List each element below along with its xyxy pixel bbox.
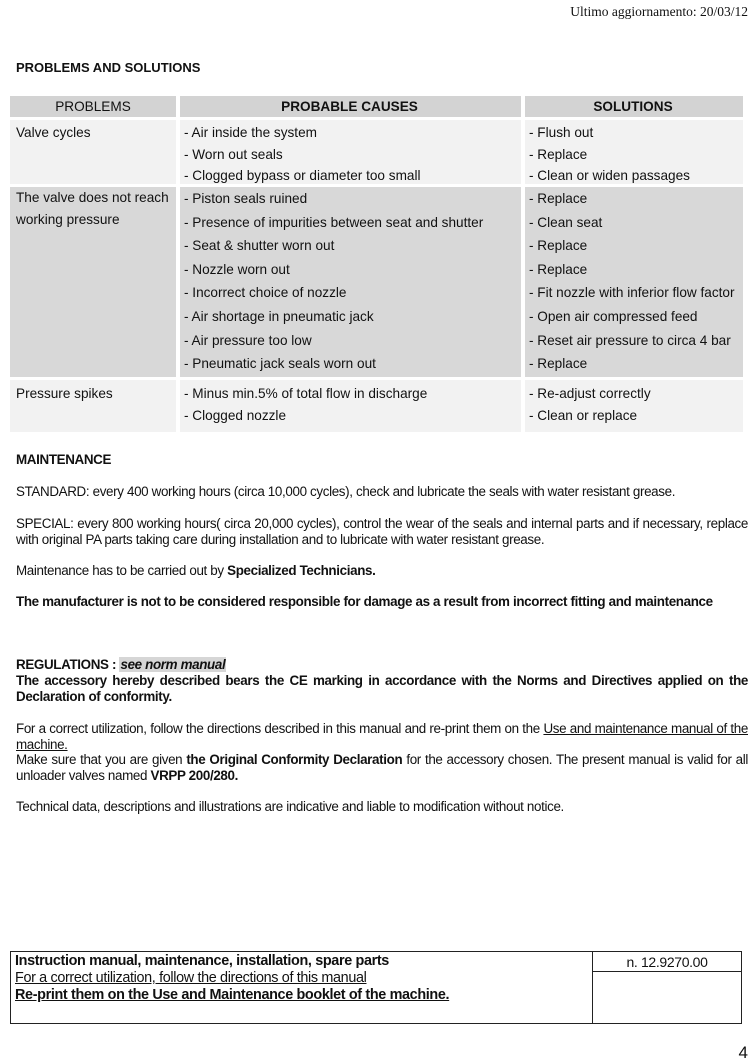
section-title-problems: PROBLEMS AND SOLUTIONS	[16, 60, 201, 75]
solution-item: - Replace	[529, 238, 588, 254]
solutions-cell	[525, 120, 743, 184]
solutions-cell	[525, 380, 743, 432]
cause-item: - Worn out seals	[184, 146, 283, 162]
footer-description	[11, 952, 593, 1023]
manufacturer-disclaimer: The manufacturer is not to be considered responsible for damage as a result from incorrect fitting and maintenance	[16, 594, 713, 609]
cause-item: - Piston seals ruined	[184, 191, 308, 206]
footer-empty-cell	[593, 972, 741, 1023]
utilization-text	[16, 721, 748, 753]
solution-item: - Clean or widen passages	[529, 168, 690, 183]
problem-cell	[10, 380, 176, 432]
column-header-problems: PROBLEMS	[10, 96, 176, 117]
problem-text: The valve does not reach	[16, 190, 169, 205]
solution-item: - Flush out	[529, 125, 594, 140]
footer-reprint-note: Re-print them on the Use and Maintenance booklet of the machine.	[15, 987, 450, 1003]
valve-model: VRPP 200/280.	[150, 768, 239, 783]
maintenance-standard: STANDARD: every 400 working hours (circa 10,000 cycles), check and lubricate the seals with water resistant grease.	[16, 484, 676, 499]
norm-manual-link[interactable]: see norm manual	[120, 657, 226, 672]
ce-marking-text: The accessory hereby described bears the CE marking in accordance with the Norms and Directives applied on the Declaration of conformity.	[16, 673, 748, 704]
footer-code-column	[593, 952, 741, 1023]
problem-text: Valve cycles	[16, 125, 91, 140]
maintenance-title: MAINTENANCE	[16, 452, 112, 467]
problems-solutions-table	[10, 96, 743, 435]
technicians-prefix: Maintenance has to be carried out by	[16, 563, 228, 578]
maintenance-technicians	[16, 563, 748, 579]
solution-item: - Replace	[529, 146, 588, 162]
table-row	[10, 120, 743, 184]
cause-item: - Incorrect choice of nozzle	[184, 285, 347, 301]
solution-item: - Clean seat	[529, 214, 603, 230]
cause-item: - Nozzle worn out	[184, 261, 290, 277]
use-maintenance-manual-ref: Use and maintenance manual of the	[543, 721, 748, 736]
table-row	[10, 380, 743, 432]
table-header-row	[10, 96, 743, 117]
column-header-causes: PROBABLE CAUSES	[180, 96, 521, 117]
cause-item: - Minus min.5% of total flow in discharge	[184, 386, 428, 401]
solution-item: - Replace	[529, 191, 588, 206]
table-row	[10, 187, 743, 377]
regulations-title: REGULATIONS :	[16, 657, 120, 672]
technicians-bold: Specialized Technicians.	[227, 563, 376, 578]
solution-item: - Replace	[529, 356, 588, 372]
last-update-date: Ultimo aggiornamento: 20/03/12	[570, 4, 748, 19]
solution-item: - Replace	[529, 261, 588, 277]
solution-item: - Fit nozzle with inferior flow factor	[529, 285, 735, 301]
problem-cell	[10, 187, 176, 377]
causes-cell	[180, 187, 521, 377]
footer-utilization: For a correct utilization, follow the directions of this manual	[15, 970, 367, 986]
column-header-solutions: SOLUTIONS	[525, 96, 743, 117]
regulations-heading	[16, 657, 748, 673]
cause-item: - Pneumatic jack seals worn out	[184, 356, 376, 372]
cause-item: - Air pressure too low	[184, 332, 312, 348]
solutions-cell	[525, 187, 743, 377]
manual-code: n. 12.9270.00	[593, 952, 741, 972]
causes-cell	[180, 380, 521, 432]
solution-item: - Open air compressed feed	[529, 308, 698, 324]
conformity-middle: for the accessory chosen. The present manual is valid for all unloader valves named	[16, 752, 748, 783]
cause-item: - Clogged bypass or diameter too small	[184, 168, 421, 183]
solution-item: - Re-adjust correctly	[529, 386, 651, 401]
machine-ref: machine.	[16, 737, 68, 752]
conformity-bold: the Original Conformity Declaration	[186, 752, 403, 767]
cause-item: - Clogged nozzle	[184, 407, 287, 423]
cause-item: - Air inside the system	[184, 125, 317, 140]
problem-cell	[10, 120, 176, 184]
page-number: 4	[738, 1043, 748, 1062]
problem-text: working pressure	[16, 212, 120, 227]
solution-item: - Clean or replace	[529, 407, 638, 423]
causes-cell	[180, 120, 521, 184]
technical-notice: Technical data, descriptions and illustrations are indicative and liable to modification without notice.	[16, 799, 564, 814]
problem-text: Pressure spikes	[16, 386, 113, 401]
conformity-prefix: Make sure that you are given	[16, 752, 187, 767]
maintenance-special: SPECIAL: every 800 working hours( circa 20,000 cycles), control the wear of the seals and internal parts and if necessary, replace with original PA parts taking care during installation and to lubricate with water resistant grease.	[16, 516, 748, 547]
utilization-prefix: For a correct utilization, follow the directions described in this manual and re-print them on the	[16, 721, 544, 736]
conformity-text	[16, 752, 748, 784]
document-footer-box	[10, 951, 742, 1024]
cause-item: - Presence of impurities between seat and shutter	[184, 214, 484, 230]
cause-item: - Air shortage in pneumatic jack	[184, 308, 374, 324]
footer-title: Instruction manual, maintenance, installation, spare parts	[15, 953, 389, 969]
solution-item: - Reset air pressure to circa 4 bar	[529, 332, 731, 348]
cause-item: - Seat & shutter worn out	[184, 238, 335, 254]
